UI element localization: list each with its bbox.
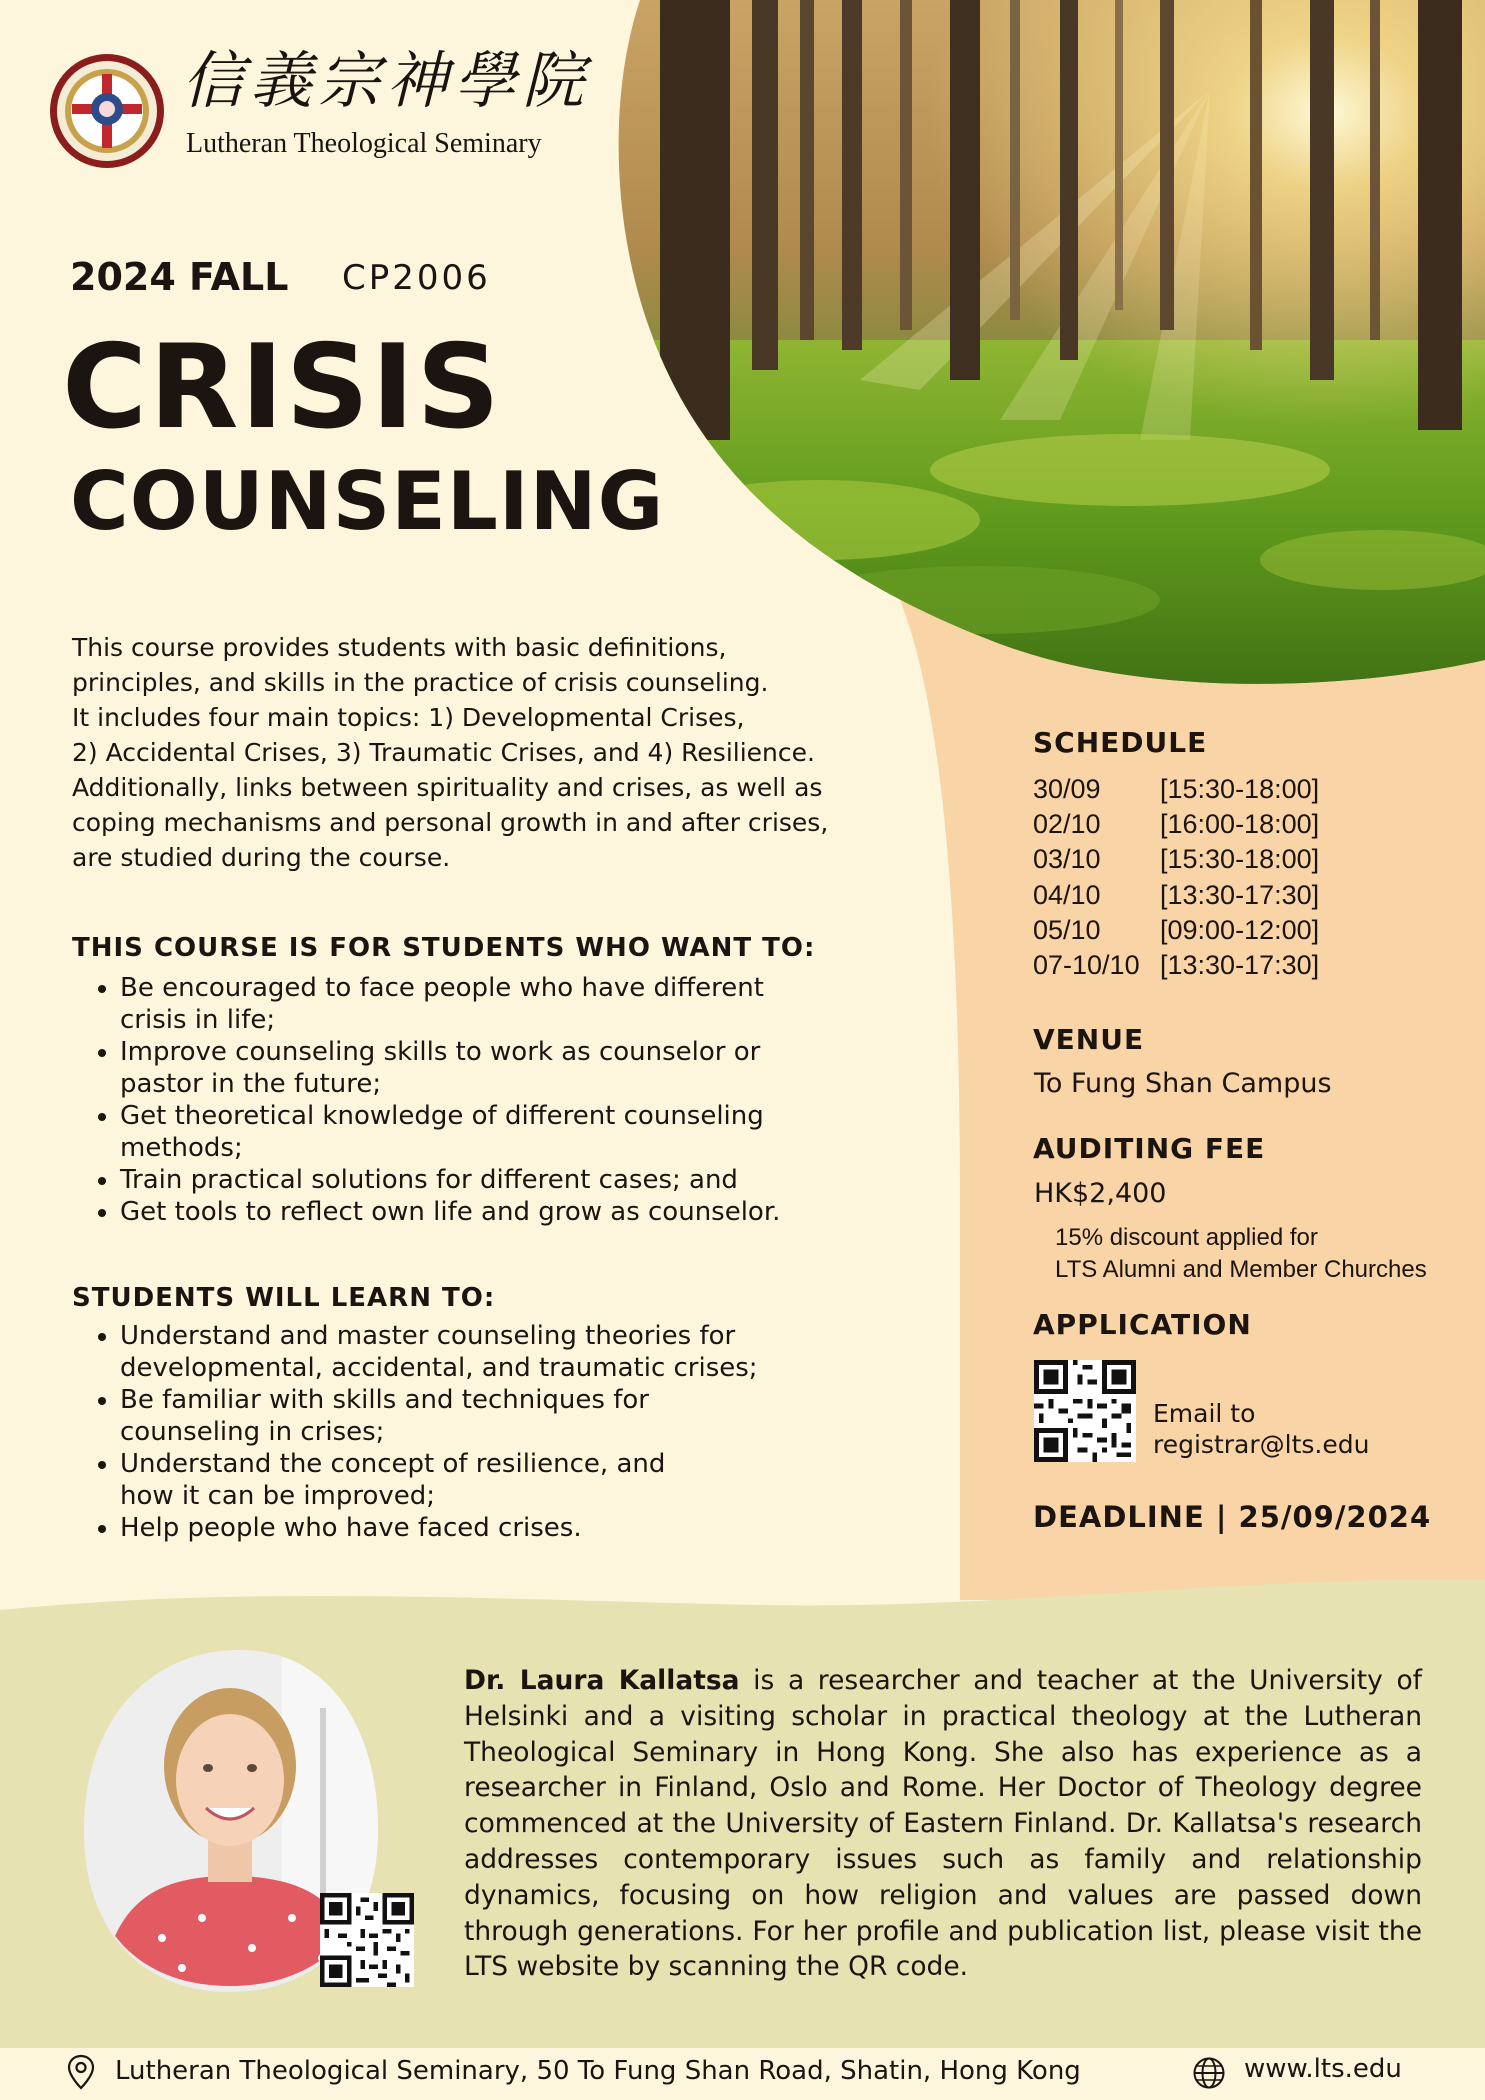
footer-address: Lutheran Theological Seminary, 50 To Fung Shan Road, Shatin, Hong Kong (115, 2056, 1081, 2086)
description-line: This course provides students with basic definitions, (72, 633, 727, 662)
list-item: • Train practical solutions for different cases; and (120, 1164, 950, 1196)
list-item: • Get theoretical knowledge of different counseling methods; (120, 1100, 950, 1164)
instructor-bio (464, 1663, 1422, 1985)
application-qr-code[interactable] (1034, 1360, 1136, 1462)
table-row: 03/10 [15:30-18:00] (1033, 844, 1320, 875)
lts-seal-logo (48, 52, 166, 170)
profile-qr-code[interactable] (320, 1893, 414, 1987)
list-item: • Be encouraged to face people who have different crisis in life; (120, 972, 950, 1036)
auditing-fee-value: HK$2,400 (1034, 1178, 1167, 1209)
venue-heading: VENUE (1033, 1023, 1145, 1056)
list-item: • Be familiar with skills and techniques for counseling in crises; (120, 1384, 920, 1448)
course-description (72, 630, 932, 875)
application-email-label: Email to (1153, 1399, 1256, 1428)
list-item: • Get tools to reflect own life and grow as counselor. (120, 1196, 950, 1228)
list-item: • Improve counseling skills to work as counselor or pastor in the future; (120, 1036, 950, 1100)
description-line: Additionally, links between spirituality and crises, as well as (72, 773, 823, 802)
table-row: 07-10/10 [13:30-17:30] (1033, 950, 1320, 981)
list-item: • Help people who have faced crises. (120, 1512, 920, 1544)
course-code: CP2006 (342, 258, 491, 298)
table-row: 04/10 [13:30-17:30] (1033, 879, 1320, 910)
schedule-heading: SCHEDULE (1033, 726, 1208, 759)
application-deadline: DEADLINE | 25/09/2024 (1033, 1500, 1432, 1534)
description-line: are studied during the course. (72, 843, 451, 872)
table-row: 05/10 [09:00-12:00] (1033, 914, 1320, 945)
course-title-line1: CRISIS (62, 320, 502, 455)
discount-note: 15% discount applied for LTS Alumni and Member Churches (1055, 1224, 1427, 1283)
table-row: 02/10 [16:00-18:00] (1033, 809, 1320, 840)
globe-icon (1192, 2056, 1226, 2090)
instructor-name: Dr. Laura Kallatsa (464, 1665, 740, 1696)
list-item: • Understand and master counseling theories for developmental, accidental, and traumatic crises; (120, 1320, 920, 1384)
application-email-address[interactable]: registrar@lts.edu (1153, 1430, 1370, 1459)
forest-photo (600, 0, 1485, 700)
auditing-fee-heading: AUDITING FEE (1033, 1132, 1266, 1165)
venue-value: To Fung Shan Campus (1034, 1068, 1332, 1099)
description-line: It includes four main topics: 1) Developmental Crises, (72, 703, 745, 732)
will-learn-list (72, 1320, 920, 1544)
footer-website-link[interactable]: www.lts.edu (1244, 2054, 1402, 2084)
logo-english-name: Lutheran Theological Seminary (186, 128, 542, 159)
course-title-line2: COUNSELING (70, 455, 665, 548)
will-learn-heading: STUDENTS WILL LEARN TO: (72, 1283, 496, 1313)
for-students-heading: THIS COURSE IS FOR STUDENTS WHO WANT TO: (72, 933, 816, 963)
logo-chinese-name: 信義宗神學院 (182, 44, 591, 117)
list-item: • Understand the concept of resilience, and how it can be improved; (120, 1448, 920, 1512)
term-label: 2024 FALL (70, 255, 289, 299)
location-pin-icon (66, 2054, 96, 2090)
description-line: coping mechanisms and personal growth in and after crises, (72, 808, 829, 837)
application-heading: APPLICATION (1033, 1308, 1252, 1341)
table-row: 30/09 [15:30-18:00] (1033, 774, 1320, 805)
schedule-table (1033, 772, 1319, 983)
instructor-bio-text: is a researcher and teacher at the University of Helsinki and a visiting scholar in practical theology at the Lutheran Theological Seminary in Hong Kong. She also has experience as a researcher in Finland, Oslo and Rome. Her Doctor of Theology degree commenced at the University of Eastern Finland. Dr. Kallatsa's research addresses contemporary issues such as family and relationship dynamics, focusing on how religion and values are passed down through generations. For her profile and publication list, please visit the LTS website by scanning the QR code. (464, 1665, 1422, 1983)
description-line: principles, and skills in the practice of crisis counseling. (72, 668, 769, 697)
for-students-list (72, 972, 950, 1228)
description-line: 2) Accidental Crises, 3) Traumatic Crises, and 4) Resilience. (72, 738, 815, 767)
